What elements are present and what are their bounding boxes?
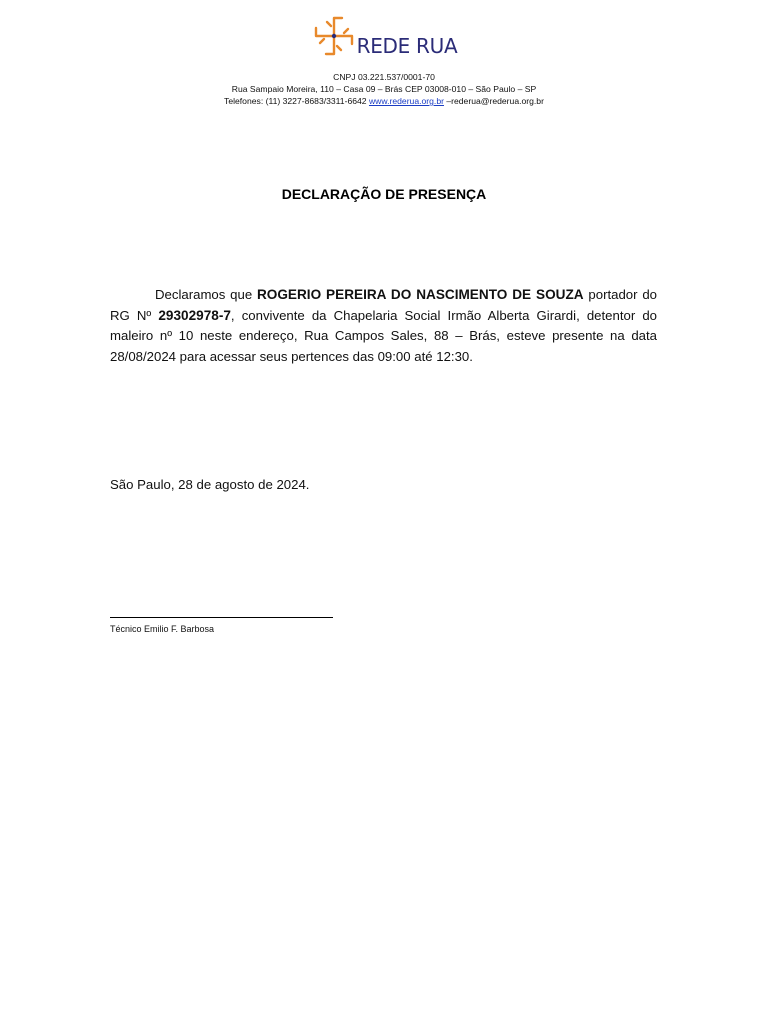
para-text-2: portador do RG Nº [110,287,657,323]
logo-wordmark: REDE RUA [356,34,458,58]
signatory-name: Técnico Emilio F. Barbosa [110,624,215,634]
website-link[interactable]: www.rederua.org.br [368,96,444,106]
rede-rua-logo [311,14,458,58]
contact-line [0,95,768,107]
rede-rua-emblem-icon [311,14,357,58]
cnpj-line: CNPJ 03.221.537/0001-70 [333,72,435,82]
declared-person-name: ROGERIO PEREIRA DO NASCIMENTO DE SOUZA [256,287,584,302]
para-text-3: , convivente da Chapelaria Social Irmão Alberta Girardi, detentor do maleiro nº 10 neste endereço, Rua Campos Sales, 88 – Brás, esteve presente na data 28/08/2024 para acessar seus pertences das 09:00 até 12:30. [110,307,658,364]
email-text: –rederua@rederua.org.br [443,96,544,106]
phones-text: Telefones: (11) 3227-8683/3311-6642 [224,96,369,106]
rg-number: 29302978-7 [158,307,231,323]
date-location-line: São Paulo, 28 de agosto de 2024. [110,477,310,492]
declaration-paragraph [110,285,657,367]
document-title: DECLARAÇÃO DE PRESENÇA [281,186,487,202]
signature-line [110,617,333,618]
para-text-1: Declaramos que [155,287,257,302]
letterhead [0,14,768,107]
address-line: Rua Sampaio Moreira, 110 – Casa 09 – Brás CEP 03008-010 – São Paulo – SP [231,84,537,94]
